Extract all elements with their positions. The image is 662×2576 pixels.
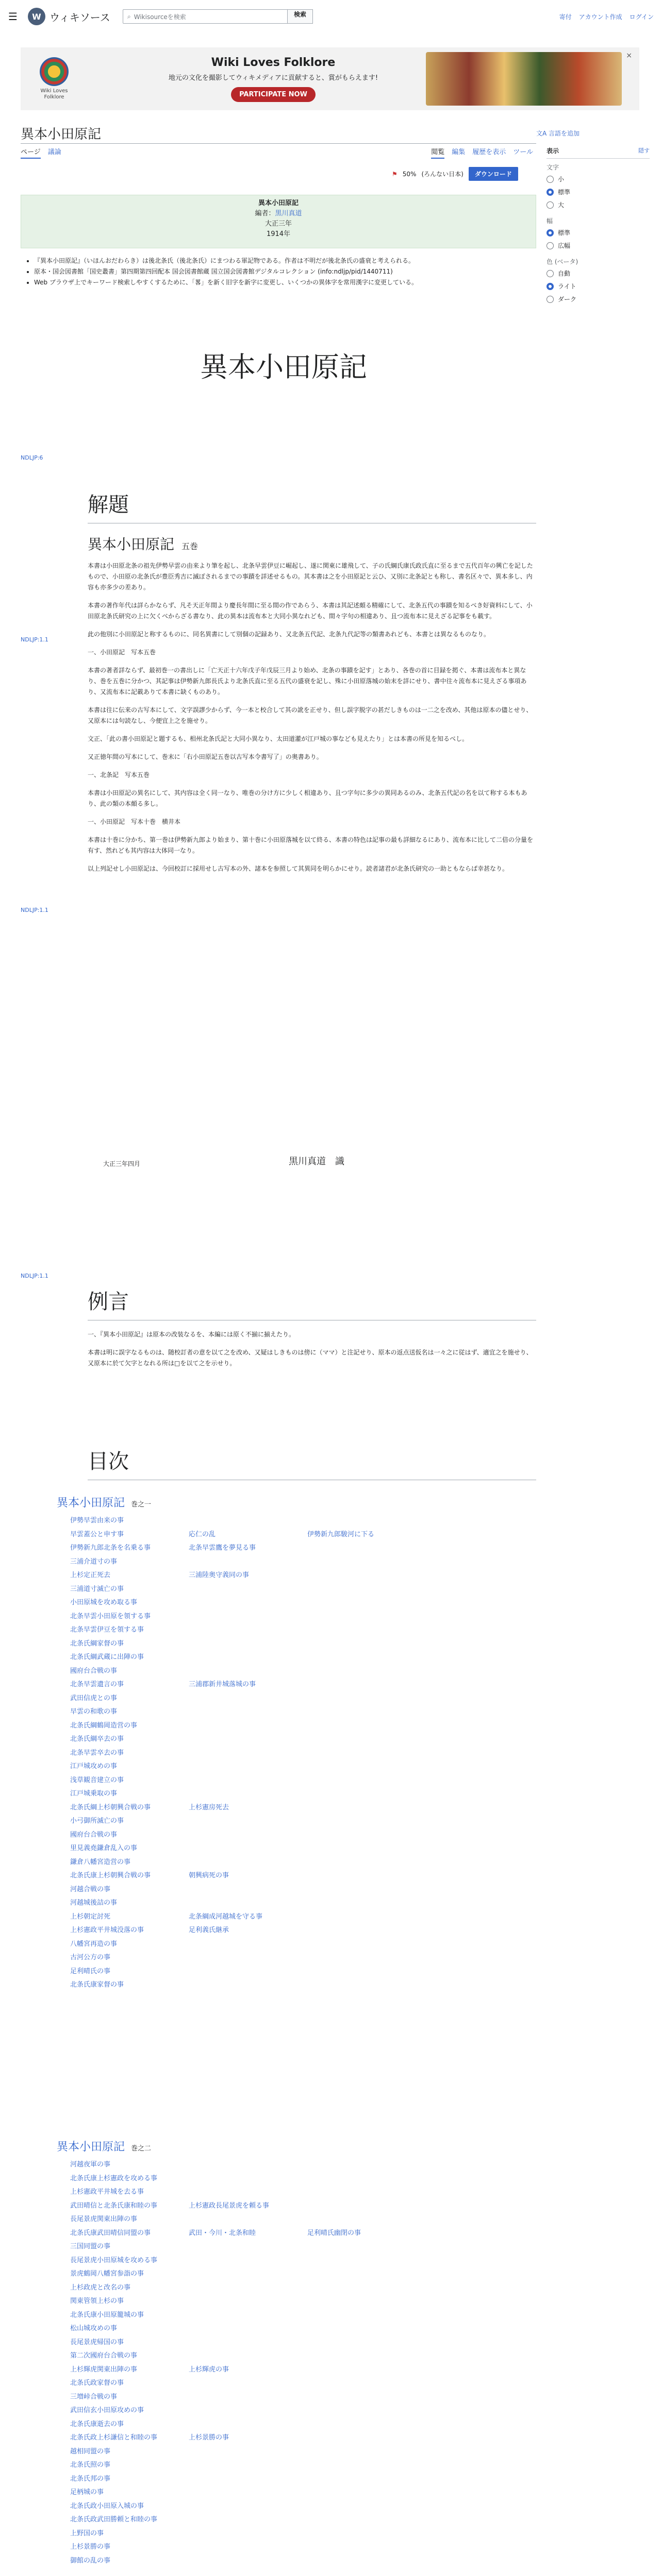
toc-chapter-link[interactable]: 北条氏康逝去の事 [70,2420,124,2428]
hide-appearance-button[interactable]: 隠す [638,147,650,154]
note-item: • 『異本小田原記』（いほんおだわらき）は後北条氏（後北条氏）にまつわる軍記物である。作者は不明だが後北条氏の盛衰と考えられる。 [34,256,536,266]
toc-chapter-link[interactable]: 上杉政虎と改名の事 [70,2283,131,2292]
toc-chapter-link[interactable]: 上野国の事 [70,2529,104,2537]
kaidai-book-title [88,533,198,554]
toc-chapter-link[interactable]: 北条早雲伊豆を領する事 [70,1626,144,1634]
toc-chapter-link[interactable]: 三浦郡新井城落城の事 [189,1681,256,1688]
work-year-label: 大正三年 [264,220,292,228]
color-auto-option[interactable] [547,269,650,278]
radio-selected-icon [547,189,554,196]
kaidai-author: 黒川真道 識 [289,1156,344,1167]
toc-chapter-link[interactable]: 里見義堯鎌倉乱入の事 [70,1844,138,1852]
search-form [123,9,313,24]
tab-page[interactable]: ページ [21,146,41,159]
appearance-header [547,146,650,159]
toc-chapter-link[interactable]: 武田晴信と北条氏康和睦の事 [70,2201,158,2210]
toc-chapter-link[interactable]: 三浦道寸滅亡の事 [70,1585,124,1593]
toc-chapter-link[interactable]: 早雲の和歌の事 [70,1708,118,1716]
toc-chapter-link[interactable]: 三増峠合戦の事 [70,2393,118,2401]
site-logo[interactable] [28,8,110,25]
toc-chapter-link[interactable]: 第二次國府台合戦の事 [70,2352,138,2360]
export-toolbar [392,167,518,181]
flag-icon: ⚑ [392,170,398,178]
work-title: 異本小田原記 [258,199,299,207]
toc-chapter-link[interactable]: 八幡宮再造の事 [70,1940,118,1948]
option-label: ダーク [558,296,577,303]
section-heading-toc: 目次 [88,1445,536,1480]
toc-chapter-link[interactable]: 北条氏康上杉憲政を攻める事 [70,2174,158,2182]
toc-chapter-link[interactable]: 北条綱成河越城を守る事 [189,1912,263,1921]
book-title-heading: 異本小田原記 [200,351,367,383]
toc-chapter-link[interactable]: 北条氏綱武蔵に出陣の事 [70,1653,144,1661]
toc-chapter-link[interactable]: 國府台合戦の事 [70,1667,118,1675]
toc-chapter-link[interactable]: 北条氏康上杉朝興合戦の事 [70,1872,151,1879]
completion-label: (ろんない日本) [421,171,464,178]
toc-chapter-link[interactable]: 景虎鶴岡八幡宮参詣の事 [70,2270,144,2278]
color-group [547,257,650,303]
toc-chapter-link[interactable]: 関東管領上杉の事 [70,2297,124,2305]
color-label: 色 (ベータ) [547,258,578,265]
toc-chapter-link[interactable]: 鎌倉八幡宮造営の事 [70,1858,131,1866]
width-group [547,216,650,250]
kaidai-paragraph: 一、北条記 写本五巻 [88,771,150,778]
toc-chapter-link[interactable]: 河越合戦の事 [70,1885,111,1893]
kaidai-volumes: 五巻 [181,541,198,551]
kaidai-body [88,561,536,882]
search-icon: ⌕ [127,12,131,20]
search-input[interactable] [123,9,288,24]
toc-chapter-link[interactable]: 足利晴氏幽閉の事 [307,2229,361,2237]
site-name: ウィキソース [49,11,110,24]
toc-chapter-link[interactable]: 武田信虎との事 [70,1694,118,1702]
toc-chapter-link[interactable]: 浅草観音建立の事 [70,1776,124,1784]
wikisource-logo-icon: W [28,8,45,25]
search-placeholder: Wikisourceを検索 [134,13,186,21]
toc-chapter-link[interactable]: 上杉景勝の事 [189,2434,229,2442]
hanrei-body [88,1329,536,1376]
toc-chapter-link[interactable]: 北条氏康武田晴信同盟の事 [70,2229,151,2237]
toc-chapter-link[interactable]: 伊勢新九郎駿河に下る [307,1530,375,1538]
page-title: 異本小田原記 [21,127,102,142]
option-label: 標準 [558,189,571,196]
campaign-banner [21,47,639,110]
text-size-small-option[interactable] [547,175,650,183]
toc-chapter-link[interactable]: 長尾景虎関東出陣の事 [70,2215,138,2223]
toc-chapter-link[interactable]: 上杉憲房死去 [189,1803,229,1811]
wiki-loves-folklore-logo [26,50,82,107]
toc-chapter-link[interactable]: 北条早雲遺言の事 [70,1681,124,1688]
toc-chapter-link[interactable]: 北条氏政上杉謙信と和睦の事 [70,2434,158,2442]
tab-edit[interactable]: 編集 [452,148,466,156]
toc-chapter-link[interactable]: 上杉憲政長尾景虎を頼る事 [189,2201,270,2210]
banner-logo-caption: Wiki Loves Folklore [40,88,68,100]
work-year: 1914年 [266,230,291,238]
banner-title: Wiki Loves Folklore [211,56,336,69]
login-link[interactable]: ログイン [629,13,654,21]
section-heading-kaidai: 解題 [88,488,536,523]
view-tabs [431,146,533,159]
toc-chapter-link[interactable]: 北条氏綱家督の事 [70,1639,124,1648]
toc-chapter-link[interactable]: 早雲蓋公と申す事 [70,1530,124,1538]
toc-chapter-link[interactable]: 武田・今川・北条和睦 [189,2229,256,2237]
toc-volume-title: 異本小田原記 [57,2141,125,2154]
width-standard-option[interactable] [547,228,650,237]
kaidai-date: 大正三年四月 [103,1160,141,1167]
toc-chapter-link[interactable]: 応仁の乱 [189,1530,216,1538]
note-item: • Web ブラウザ上でキーワード検索しやすくするために、「畧」を新く旧字を新字に変更し、いくつかの異体字を常用漢字に変更している。 [34,277,536,288]
toc-chapter-link[interactable]: 北条氏綱卒去の事 [70,1735,124,1743]
radio-icon [547,176,554,183]
toc-chapter-link[interactable]: 足利晴氏の事 [70,1967,111,1975]
toc-chapter-link[interactable]: 北条氏照の事 [70,2461,111,2469]
radio-icon [547,296,554,303]
page-number-link[interactable]: NDLJP:1.1 [21,1273,48,1279]
color-dark-option[interactable] [547,295,650,303]
toc-chapter-link[interactable]: 江戸城攻めの事 [70,1762,118,1770]
tab-read[interactable]: 閲覧 [431,146,444,159]
toc-volume-heading[interactable] [57,1494,151,1510]
toc-chapter-link[interactable]: 上杉憲政平井城を去る事 [70,2188,144,2196]
hamburger-menu-icon[interactable]: ☰ [8,10,18,23]
toc-chapter-link[interactable]: 上杉輝虎関東出陣の事 [70,2365,138,2374]
create-account-link[interactable]: アカウント作成 [578,13,622,21]
toc-chapter-link[interactable]: 長尾景虎小田原城を攻める事 [70,2256,158,2264]
kaidai-paragraph: 又正徳年間の写本にして、巻末に「右小田原記五巻以古写本令書写了」の奥書あり。 [88,753,323,760]
toc-chapter-link[interactable]: 北条早雲鷹を夢見る事 [189,1544,256,1552]
toc-volume-title: 異本小田原記 [57,1497,125,1510]
toc-chapter-link[interactable]: 上杉輝虎の事 [189,2365,229,2374]
section-heading-hanrei: 例言 [88,1285,536,1320]
toc-chapter-link[interactable]: 松山城攻めの事 [70,2325,118,2332]
banner-subtitle: 地元の文化を撮影してウィキメディアに貢献すると、賞がもらえます! [168,74,378,82]
text-size-label: 文字 [547,164,559,171]
page-number-link[interactable]: NDLJP:1.1 [21,636,48,643]
user-links [559,12,654,21]
toc-chapter-link[interactable]: 越相同盟の事 [70,2447,111,2455]
toc-chapter-link[interactable]: 三浦陸奥守義同の事 [189,1571,250,1579]
toc-chapter-link[interactable]: 伊勢新九郎北条を名乗る事 [70,1544,151,1552]
banner-close-icon[interactable]: × [626,52,632,60]
work-header-box [21,195,536,248]
kaidai-paragraph: 本書は小田原北条の祖先伊勢早雲の由来より筆を起し、北条早雲伊豆に崛起し、遂に関東に雄飛して、子の氏綱氏康氏政氏直に至るまで五代百年の興亡を記したもので、小田原の北条氏が豊臣秀吉に滅ぼされるまでの事蹟を詳述せるもの。其本書は之を小田原記と云ひ、又別に北条記とも称し、書名区々で、異本多し、内容も亦多少の差あり。 [88,562,533,591]
work-editor [21,209,536,219]
translate-icon: 文A [536,130,549,137]
kaidai-paragraph: 本書の著作年代は詳らかならず、凡そ天正年間より慶長年間に至る間の作であらう、本書は其記述頗る精確にして、北条五代の事蹟を知るべき好資料にして、小田原北条氏研究の上に欠くべからざる書なり、此の異本は流布本と大同小異なれども、間々字句の相違あり、且つ流布本に見えざる記事をも載す。 [88,602,533,620]
hanrei-paragraph: 一、『異本小田原記』は原本の改装なるを、本編には原く不揃に揃えたり。 [88,1331,295,1338]
title-divider [21,143,536,144]
toc-chapter-link[interactable]: 足柄城の事 [70,2488,104,2496]
width-label: 幅 [547,217,553,225]
toc-chapter-link[interactable]: 北条早雲小田原を領する事 [70,1612,151,1620]
toc-chapter-link[interactable]: 北条氏政小田原入城の事 [70,2502,144,2510]
toc-chapter-link[interactable]: 北条氏邦の事 [70,2475,111,2483]
text-size-large-option[interactable] [547,200,650,209]
toc-chapter-link[interactable]: 江戸城乗取の事 [70,1790,118,1798]
tab-talk[interactable]: 議論 [47,148,61,156]
radio-icon [547,270,554,277]
toc-chapter-link[interactable]: 上杉定正死去 [70,1571,111,1579]
appearance-sidebar [547,146,650,311]
toc-chapter-link[interactable]: 三国同盟の事 [70,2243,111,2250]
page-number-link[interactable]: NDLJP:6 [21,454,43,461]
toc-chapter-link[interactable]: 小弓御所滅亡の事 [70,1817,124,1825]
appearance-title: 表示 [547,147,559,155]
toc-chapter-link[interactable]: 上杉憲政平井城没落の事 [70,1926,144,1934]
editor-prefix: 編者： [255,210,275,217]
hanrei-paragraph: 本書は明に誤字なるものは、随校訂者の意を以て之を改め、又疑はしきものは傍に（ママ）と注記せり、原本の返点送仮名は一々之に従はず、適宜之を施せり、又原本に於て欠字となれる所は□を以て之を示せり。 [88,1349,533,1367]
toc-chapter-link[interactable]: 武田信玄小田原攻めの事 [70,2406,144,2414]
width-wide-option[interactable] [547,241,650,250]
banner-artwork-image [426,52,622,106]
toc-chapter-link[interactable]: 古河公方の事 [70,1954,111,1961]
toc-chapter-link[interactable]: 北条氏康小田原籠城の事 [70,2311,144,2319]
note-item: • 原本・国会図書館「国史叢書」第四期第四回配本 国会図書館蔵 国立国会図書館デジタルコレクション (info:ndljp/pid/1440711) [34,266,536,277]
toc-chapter-link[interactable]: 北条氏綱鶴岡造営の事 [70,1721,138,1730]
option-label: 小 [558,176,565,183]
toc-chapter-link[interactable]: 上杉景勝の事 [70,2543,111,2551]
download-button[interactable]: ダウンロード [469,167,518,181]
header-notes [26,256,536,288]
kaidai-paragraph: 本書は往に伝来の古写本にして、文字誤謬少からず、今一本と校合して其の訛を正せり、但し誤字脱字の甚だしきものは一二之を改め、其他は原本の儘とせり、又原本には句読なし、今便宜上之を施せり。 [88,706,533,724]
kaidai-paragraph: 一、小田原記 写本五巻 [88,649,156,656]
toc-chapter-link[interactable]: 北条氏政武田勝頼と和睦の事 [70,2516,158,2523]
kaidai-paragraph: 文正、「此の書小田原記と題するも、相州北条氏記と大同小異なり、太田道灌が江戸城の事なども見えたり」とは本書の所見を知るべし。 [88,735,469,742]
text-size-standard-option[interactable] [547,188,650,196]
banner-text [139,56,407,102]
toc-chapter-link[interactable]: 小田原城を攻め取る事 [70,1599,138,1606]
site-header [0,0,662,33]
toc-volume-label: 巻之一 [131,1501,152,1509]
toc-chapter-link[interactable]: 伊勢早雲由来の事 [70,1517,124,1524]
option-label: 自動 [558,270,571,277]
toc-chapter-link[interactable]: 足利義氏継承 [189,1926,229,1934]
radio-icon [547,242,554,249]
add-language-button[interactable] [536,129,580,138]
kaidai-book-name: 異本小田原記 [88,536,175,553]
toc-chapter-link[interactable]: 北条氏綱上杉朝興合戦の事 [70,1803,151,1811]
editor-link[interactable]: 黒川真道 [275,210,302,217]
option-label: 標準 [558,229,571,236]
toc-chapter-link[interactable]: 上杉朝定討死 [70,1912,111,1921]
radio-selected-icon [547,283,554,290]
toc-chapter-link[interactable]: 朝興病死の事 [189,1872,229,1879]
add-language-label: 言語を追加 [548,130,580,137]
toc-chapter-link[interactable]: 三浦介道寸の事 [70,1557,118,1566]
toc-chapter-link[interactable]: 北条氏政家督の事 [70,2379,124,2387]
participate-button[interactable]: PARTICIPATE NOW [231,87,316,102]
tab-tools[interactable]: ツール [513,148,533,156]
page-number-link[interactable]: NDLJP:1.1 [21,907,48,913]
kaidai-paragraph: 以上列記せし小田原記は、今回校訂に採用せし古写本の外、諸本を参照して其異同を明らかにせり。読者諸君が北条氏研究の一助ともならば幸甚なり。 [88,865,509,872]
toc-chapter-link[interactable]: 國府台合戦の事 [70,1831,118,1839]
kaidai-paragraph: 此の他別に小田原記と称するものに、同名異書にして別個の記録あり、又北条五代記、北条九代記等の類書あれども、本書とは異なるものなり。 [88,631,490,638]
toc-chapter-link[interactable]: 長尾景虎帰国の事 [70,2338,124,2346]
search-button[interactable]: 検索 [288,9,313,24]
folklore-emblem-icon [40,57,69,86]
text-size-group [547,163,650,209]
option-label: 大 [558,201,565,209]
completion-percent: 50% [402,170,417,178]
toc-chapter-link[interactable]: 御館の乱の事 [70,2556,111,2565]
donate-link[interactable]: 寄付 [559,13,572,21]
toc-volume-label: 巻之二 [131,2145,152,2153]
radio-selected-icon [547,229,554,236]
kaidai-paragraph: 一、小田原記 写本十巻 横井本 [88,818,181,825]
toc-chapter-link[interactable]: 河越夜軍の事 [70,2161,111,2168]
tab-history[interactable]: 履歴を表示 [472,148,506,156]
kaidai-paragraph: 本書は小田原記の異名にして、其内容は全く同一なり、唯巻の分け方に少しく相違あり、且つ字句に多少の異同あるのみ、北条五代記の名を以て称する本もあり、此の類の本頗る多し。 [88,789,527,807]
toc-volume-heading[interactable] [57,2138,151,2154]
option-label: 広幅 [558,242,571,249]
radio-icon [547,201,554,209]
toc-chapter-link[interactable]: 北条早雲卒去の事 [70,1749,124,1757]
option-label: ライト [558,283,576,290]
toc-chapter-link[interactable]: 北条氏康家督の事 [70,1981,124,1989]
kaidai-paragraph: 本書の著者詳ならず、最初巻一の書出しに「亡天正十六年戊子年戊辰三月より始め、北条の事蹟を記す」とあり、各巻の首に目録を掲ぐ、本書は流布本と異なり、巻を五巻に分かつ、其記事は伊勢新九郎長氏より北条氏直に至る五代の盛衰を記し、殊に小田原落城の始末を詳にせり、書中往々流布本に見えざる事項あり、又流布本に記載ありて本書に缺くものあり。 [88,667,527,696]
color-light-option[interactable] [547,282,650,291]
toc-chapter-link[interactable]: 河越城後詰の事 [70,1899,118,1907]
kaidai-paragraph: 本書は十巻に分かち、第一巻は伊勢新九郎より始まり、第十巻に小田原落城を以て終る、本書の特色は記事の最も詳細なるにあり、流布本に比して二倍の分量を有す、然れども其内容は大体同一なり。 [88,836,534,854]
namespace-tabs [21,146,61,159]
